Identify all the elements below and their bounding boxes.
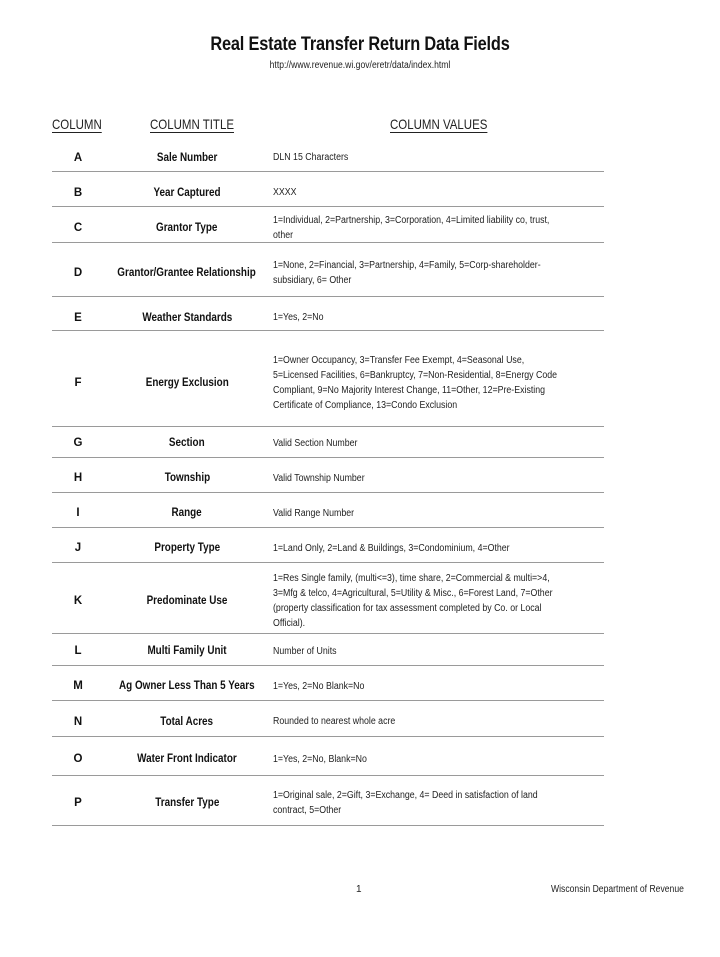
column-values-text: 1=Yes, 2=No Blank=No bbox=[273, 680, 365, 692]
table-row bbox=[52, 250, 604, 297]
column-title-text: Transfer Type bbox=[154, 797, 220, 809]
column-values-text: 1=Individual, 2=Partnership, 3=Corporation, 4=Limited liability co, trust, other bbox=[273, 215, 550, 241]
table-row bbox=[52, 672, 604, 701]
column-values bbox=[273, 250, 603, 296]
column-letter: O bbox=[73, 753, 83, 765]
column-values-text: 1=Yes, 2=No bbox=[273, 312, 324, 323]
table-row bbox=[52, 144, 604, 172]
column-title bbox=[112, 637, 262, 665]
column-letter: F bbox=[74, 377, 82, 389]
column-letter: P bbox=[74, 797, 82, 809]
column-values bbox=[273, 637, 603, 665]
column-values bbox=[273, 179, 603, 206]
column-values-text: Valid Section Number bbox=[273, 437, 358, 449]
column-title-text: Weather Standards bbox=[142, 311, 232, 324]
column-title-text: Water Front Indicator bbox=[137, 753, 237, 765]
table-row bbox=[52, 305, 604, 331]
column-values bbox=[273, 305, 603, 330]
column-values-text: 1=Owner Occupancy, 3=Transfer Fee Exempt, 4=Seasonal Use, 5=Licensed Facilities, 6=Bankruptcy, 7=Non-Residential, 8=Energy Code Compliant, 9=No Majority Interest Change, 11=Other, 12=Pre-Existing Certificate of Compliance, 13=Condo Exclusion bbox=[273, 355, 558, 411]
column-values bbox=[273, 534, 603, 562]
column-title-text: Year Captured bbox=[153, 186, 221, 199]
column-letter: D bbox=[73, 267, 83, 279]
table-row bbox=[52, 499, 604, 528]
column-letter: H bbox=[73, 472, 83, 484]
column-values bbox=[273, 464, 603, 492]
column-title bbox=[112, 144, 262, 171]
column-values-text: 1=None, 2=Financial, 3=Partnership, 4=Family, 5=Corp-shareholder-subsidiary, 6= Other bbox=[273, 260, 541, 286]
column-title bbox=[112, 340, 262, 426]
column-title-text: Section bbox=[169, 437, 205, 449]
column-title bbox=[112, 250, 262, 296]
column-letter: L bbox=[74, 645, 82, 657]
table-row bbox=[52, 707, 604, 737]
column-values bbox=[273, 340, 603, 426]
column-values bbox=[273, 672, 603, 700]
column-values-text: Rounded to nearest whole acre bbox=[273, 716, 396, 727]
column-values-text: DLN 15 Characters bbox=[273, 152, 349, 163]
column-title-text: Range bbox=[171, 507, 203, 519]
footer-organization: Wisconsin Department of Revenue bbox=[551, 884, 684, 895]
table-row bbox=[52, 637, 604, 666]
column-letter: N bbox=[73, 715, 83, 728]
document-title: Real Estate Transfer Return Data Fields bbox=[210, 34, 510, 55]
column-letter: M bbox=[73, 680, 83, 692]
table-row bbox=[52, 743, 604, 776]
column-title-text: Grantor/Grantee Relationship bbox=[117, 267, 257, 279]
column-values bbox=[273, 707, 603, 736]
column-values-text: 1=Res Single family, (multi<=3), time share, 2=Commercial & multi=>4, 3=Mfg & telco, 4=Agricultural, 5=Utility & Misc., 6=Forest Land, 7=Other (property classification for tax assessment completed by Co. or Local Official). bbox=[273, 573, 553, 629]
column-title-text: Energy Exclusion bbox=[145, 377, 229, 389]
column-letter: I bbox=[76, 507, 80, 519]
column-values bbox=[273, 429, 603, 457]
header-column-values: COLUMN VALUES bbox=[390, 116, 488, 132]
column-title-text: Total Acres bbox=[160, 715, 214, 728]
column-values-text: XXXX bbox=[273, 187, 297, 198]
column-title bbox=[112, 214, 262, 242]
column-title bbox=[112, 429, 262, 457]
table-row bbox=[52, 781, 604, 826]
column-title-text: Predominate Use bbox=[146, 595, 228, 607]
table-row bbox=[52, 534, 604, 563]
column-values bbox=[273, 214, 603, 242]
column-title bbox=[112, 743, 262, 775]
column-title bbox=[112, 672, 262, 700]
column-values-text: Valid Range Number bbox=[273, 507, 355, 519]
column-values bbox=[273, 781, 603, 825]
column-letter: B bbox=[73, 186, 83, 199]
column-values-text: Valid Township Number bbox=[273, 472, 365, 484]
document-url[interactable]: http://www.revenue.wi.gov/eretr/data/index.html bbox=[269, 60, 451, 71]
column-title bbox=[112, 707, 262, 736]
header-column-title: COLUMN TITLE bbox=[150, 116, 234, 132]
column-values bbox=[273, 569, 603, 633]
table-row bbox=[52, 429, 604, 458]
column-title-text: Township bbox=[164, 472, 210, 484]
column-title bbox=[112, 305, 262, 330]
column-values-text: Number of Units bbox=[273, 645, 337, 657]
table-row bbox=[52, 464, 604, 493]
column-title bbox=[112, 179, 262, 206]
column-letter: J bbox=[74, 542, 82, 554]
table-row bbox=[52, 214, 604, 243]
table-row bbox=[52, 179, 604, 207]
column-title bbox=[112, 781, 262, 825]
column-title-text: Grantor Type bbox=[156, 222, 218, 234]
page-number: 1 bbox=[356, 884, 362, 895]
column-values bbox=[273, 144, 603, 171]
column-letter: K bbox=[73, 595, 83, 607]
column-values-text: 1=Land Only, 2=Land & Buildings, 3=Condominium, 4=Other bbox=[273, 542, 510, 554]
column-title-text: Ag Owner Less Than 5 Years bbox=[119, 680, 255, 692]
column-values-text: 1=Original sale, 2=Gift, 3=Exchange, 4= Deed in satisfaction of land contract, 5=Other bbox=[273, 790, 538, 816]
column-letter: G bbox=[73, 437, 83, 449]
header-column: COLUMN bbox=[52, 116, 102, 132]
column-title-text: Multi Family Unit bbox=[147, 645, 227, 657]
column-values bbox=[273, 499, 603, 527]
column-values-text: 1=Yes, 2=No, Blank=No bbox=[273, 753, 367, 765]
table-row bbox=[52, 340, 604, 427]
column-title-text: Property Type bbox=[154, 542, 220, 554]
column-values bbox=[273, 743, 603, 775]
column-letter: C bbox=[73, 222, 83, 234]
column-letter: A bbox=[73, 151, 83, 164]
column-title-text: Sale Number bbox=[156, 151, 218, 164]
column-letter: E bbox=[74, 311, 82, 324]
table-row bbox=[52, 569, 604, 634]
column-title bbox=[112, 499, 262, 527]
column-title bbox=[112, 534, 262, 562]
column-title bbox=[112, 569, 262, 633]
column-title bbox=[112, 464, 262, 492]
